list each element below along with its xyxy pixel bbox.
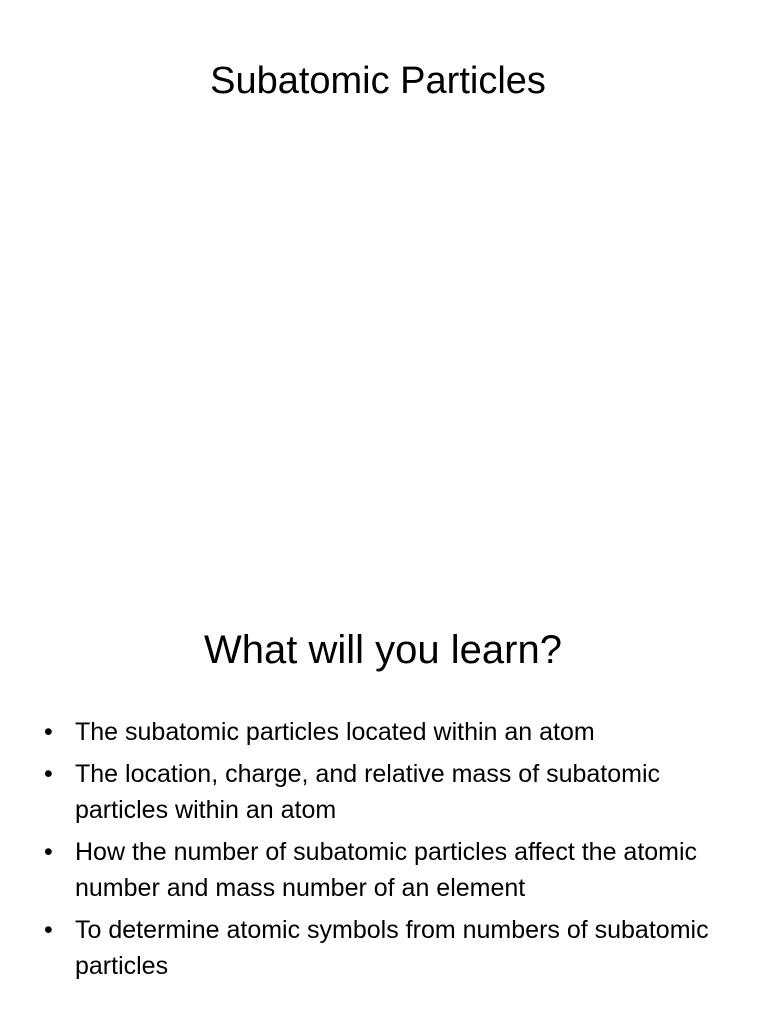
list-item-text: To determine atomic symbols from numbers of subatomic particles — [75, 916, 709, 980]
list-item — [40, 912, 730, 984]
list-item — [40, 714, 730, 750]
learning-objectives-list — [40, 714, 730, 990]
section-heading: What will you learn? — [204, 628, 562, 672]
list-item — [40, 834, 730, 906]
list-item — [40, 756, 730, 828]
bullet-icon: • — [44, 760, 53, 788]
list-item-text: How the number of subatomic particles affect the atomic number and mass number of an element — [75, 838, 698, 902]
bullet-icon: • — [44, 838, 53, 866]
list-item-text: The subatomic particles located within an atom — [75, 718, 595, 746]
slide-title: Subatomic Particles — [210, 60, 546, 102]
bullet-icon: • — [44, 916, 53, 944]
bullet-icon: • — [44, 718, 53, 746]
list-item-text: The location, charge, and relative mass of subatomic particles within an atom — [75, 760, 661, 824]
